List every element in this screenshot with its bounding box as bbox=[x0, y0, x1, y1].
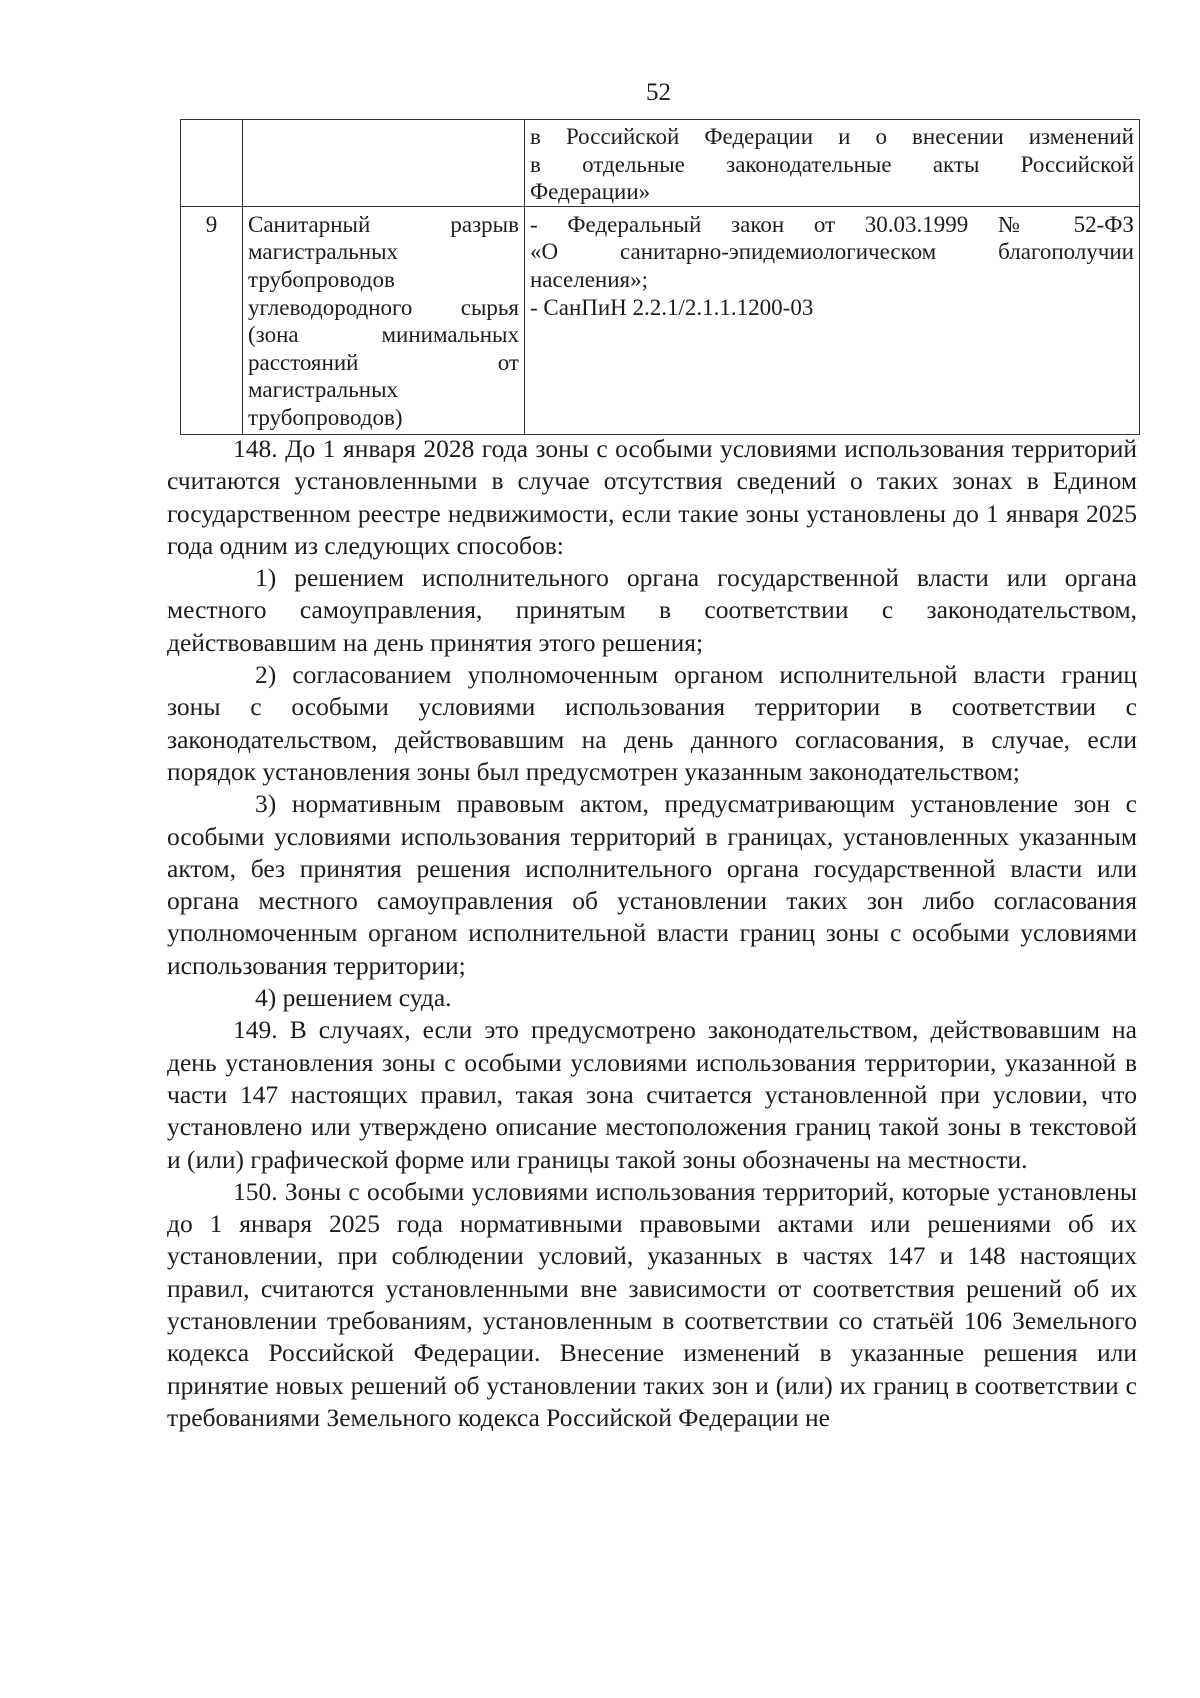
zone-name-line: углеводородного сырья bbox=[248, 294, 519, 320]
list-item-2: 2) согласованием уполномоченным органом исполнительной власти границ зоны с особыми условиями использования территории в соответствии с законодательством, действовавшим на день данного согласования, в случае, если порядок установления зоны был предусмотрен указанным законодательством; bbox=[167, 660, 1137, 786]
list-item-1: 1) решением исполнительного органа государственной власти или органа местного самоуправления, принятым в соответствии с законодательством, действовавшим на день принятия этого решения; bbox=[167, 563, 1137, 657]
basis-line: в отдельные законодательные акты Российской bbox=[530, 151, 1134, 177]
legal-basis-cell bbox=[525, 206, 1140, 434]
zone-name-line: трубопроводов) bbox=[248, 404, 403, 430]
paragraph-150: 150. Зоны с особыми условиями использования территорий, которые установлены до 1 января 2025 года нормативными правовыми актами или решениями об их установлении, при соблюдении условий, указанных в частях 147 и 148 настоящих правил, считаются установленными вне зависимости от соответствия решений об их установлении требованиям, установленным в соответствии со статьёй 106 Земельного кодекса Российской Федерации. Внесение изменений в указанные решения или принятие новых решений об установлении таких зон и (или) их границ в соответствии с требованиями Земельного кодекса Российской Федерации не bbox=[167, 1176, 1137, 1432]
page-number: 52 bbox=[646, 79, 671, 106]
zone-name-line: расстояний от bbox=[248, 349, 519, 375]
zone-name-line: (зона минимальных bbox=[248, 322, 519, 348]
basis-line: населения»; bbox=[530, 266, 648, 292]
list-item-3: 3) нормативным правовым актом, предусматривающим установление зон с особыми условиями использования территорий в границах, установленных указанным актом, без принятия решения исполнительного органа государственной власти или органа местного самоуправления об установлении таких зон либо согласования уполномоченным органом исполнительной власти границ зоны с особыми условиями использования территории; bbox=[167, 789, 1137, 980]
basis-line: - Федеральный закон от 30.03.1999 № 52-ФЗ bbox=[530, 211, 1134, 237]
basis-line: «О санитарно-эпидемиологическом благополучии bbox=[530, 239, 1134, 265]
row-number-cell bbox=[181, 120, 243, 207]
paragraph-148: 148. До 1 января 2028 года зоны с особыми условиями использования территорий считаются установленными в случае отсутствия сведений о таких зонах в Едином государственном реестре недвижимости, если такие зоны установлены до 1 января 2025 года одним из следующих способов: bbox=[167, 434, 1137, 560]
legal-basis-cell bbox=[525, 120, 1140, 207]
legal-basis-table bbox=[180, 119, 1140, 435]
zone-name-line: магистральных bbox=[248, 377, 399, 403]
zone-name-line: трубопроводов bbox=[248, 266, 395, 292]
table-row-continuation bbox=[181, 120, 1140, 207]
list-item-4: 4) решением суда. bbox=[255, 983, 452, 1013]
basis-line: - СанПиН 2.2.1/2.1.1.1200-03 bbox=[530, 294, 814, 320]
zone-name-cell bbox=[243, 206, 525, 434]
zone-name-cell bbox=[243, 120, 525, 207]
zone-name-line: Санитарный разрыв bbox=[248, 211, 519, 237]
document-body bbox=[167, 433, 1137, 1434]
basis-line: Федерации» bbox=[530, 179, 651, 205]
zone-name-line: магистральных bbox=[248, 239, 399, 265]
row-number-cell: 9 bbox=[181, 206, 243, 434]
paragraph-149: 149. В случаях, если это предусмотрено законодательством, действовавшим на день установления зоны с особыми условиями использования территории, указанной в части 147 настоящих правил, такая зона считается установленной при условии, что установлено или утверждено описание местоположения границ такой зоны в текстовой и (или) графической форме или границы такой зоны обозначены на местности. bbox=[167, 1015, 1137, 1174]
table-row-9 bbox=[181, 206, 1140, 434]
basis-line: в Российской Федерации и о внесении изменений bbox=[530, 124, 1134, 149]
